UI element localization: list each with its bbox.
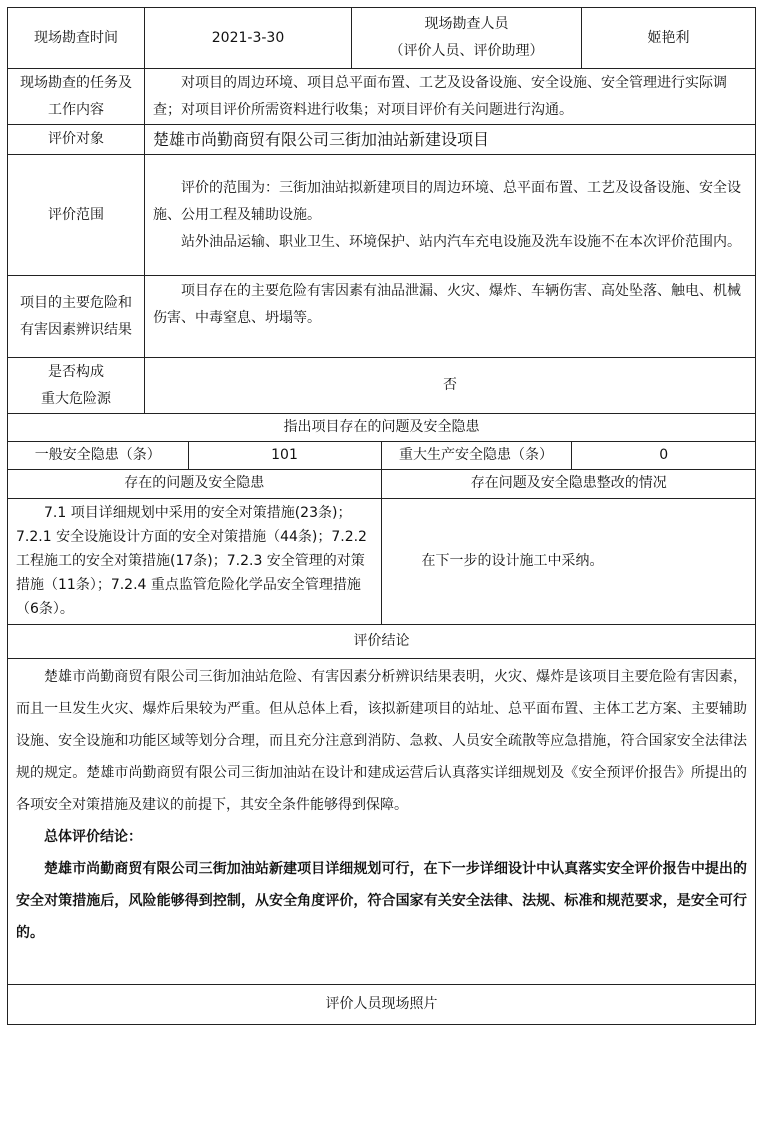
surveyor-label-line2: （评价人员、评价助理） (389, 43, 544, 59)
overall-conclusion-text: 楚雄市尚勤商贸有限公司三街加油站新建项目详细规划可行，在下一步详细设计中认真落实安全评价报告中提出的安全对策措施后，风险能够得到控制，从安全角度评价，符合国家有关安全法律、法规、标准和规范要求，是安全可行的。 (16, 861, 747, 941)
surveyor-label-line1: 现场勘查人员 (424, 16, 509, 32)
task-label: 现场勘查的任务及工作内容 (8, 69, 145, 125)
rectify-text: 在下一步的设计施工中采纳。 (381, 498, 756, 624)
survey-info-row (8, 8, 756, 69)
hazard-row (8, 276, 756, 358)
major-hazard-label (8, 358, 145, 414)
hazard-count-row (8, 442, 756, 470)
conclusion-header: 评价结论 (8, 625, 756, 659)
hazard-count-table (8, 442, 756, 469)
conclusion-cell (8, 659, 756, 985)
issues-header-row (8, 414, 756, 442)
hazard-label: 项目的主要危险和有害因素辨识结果 (8, 276, 145, 358)
evaluation-form-table (7, 7, 756, 1025)
scope-label: 评价范围 (8, 155, 145, 276)
photos-label: 评价人员现场照片 (8, 985, 756, 1025)
scope-text-2: 站外油品运输、职业卫生、环境保护、站内汽车充电设施及洗车设施不在本次评价范围内。 (181, 233, 741, 250)
major-hazard-value: 否 (145, 358, 756, 414)
scope-text-1: 评价的范围为：三街加油站拟新建项目的周边环境、总平面布置、工艺及设备设施、安全设施、公用工程及辅助设施。 (153, 179, 741, 223)
general-hazard-count: 101 (188, 442, 381, 469)
hazard-count-cell (8, 442, 756, 470)
surveyor-name: 姬艳利 (582, 8, 756, 69)
conclusion-header-row (8, 625, 756, 659)
scope-row (8, 155, 756, 276)
major-hazard-label-line1: 是否构成 (48, 363, 104, 380)
general-hazard-label: 一般安全隐患（条） (8, 442, 188, 469)
object-row (8, 125, 756, 155)
object-label: 评价对象 (8, 125, 145, 155)
issues-col-header: 存在的问题及安全隐患 (8, 470, 381, 498)
overall-conclusion-label: 总体评价结论： (44, 829, 142, 845)
major-production-hazard-count: 0 (571, 442, 756, 469)
major-hazard-label-line2: 重大危险源 (41, 390, 111, 407)
issues-header: 指出项目存在的问题及安全隐患 (8, 414, 756, 442)
rectify-col-header: 存在问题及安全隐患整改的情况 (381, 470, 756, 498)
issues-detail-table (8, 470, 756, 624)
surveyor-label (352, 8, 582, 69)
survey-date: 2021-3-30 (145, 8, 352, 69)
task-row (8, 69, 756, 125)
survey-time-label: 现场勘查时间 (8, 8, 145, 69)
conclusion-text: 楚雄市尚勤商贸有限公司三街加油站危险、有害因素分析辨识结果表明，火灾、爆炸是该项目主要危险有害因素，而且一旦发生火灾、爆炸后果较为严重。但从总体上看，该拟新建项目的站址、总平面布置、主体工艺方案、主要辅助设施、安全设施和功能区域等划分合理，而且充分注意到消防、急救、人员安全疏散等应急措施，符合国家安全法律法规的规定。楚雄市尚勤商贸有限公司三街加油站在设计和建成运营后认真落实详细规划及《安全预评价报告》所提出的各项安全对策措施及建议的前提下，其安全条件能够得到保障。 (16, 669, 747, 813)
issues-text: 7.1 项目详细规划中采用的安全对策措施(23条)；7.2.1 安全设施设计方面的安全对策措施（44条)；7.2.2 工程施工的安全对策措施(17条)；7.2.3 安全管理的对策措施（11条）；7.2.4 重点监管危险化学品安全管理措施（6条）。 (8, 498, 381, 624)
conclusion-row (8, 659, 756, 985)
major-production-hazard-label: 重大生产安全隐患（条） (381, 442, 571, 469)
task-text: 对项目的周边环境、项目总平面布置、工艺及设备设施、安全设施、安全管理进行实际调查；对项目评价所需资料进行收集；对项目评价有关问题进行沟通。 (145, 69, 756, 125)
scope-cell (145, 155, 756, 276)
photos-row (8, 985, 756, 1025)
hazard-text: 项目存在的主要危险有害因素有油品泄漏、火灾、爆炸、车辆伤害、高处坠落、触电、机械伤害、中毒窒息、坍塌等。 (145, 276, 756, 358)
major-hazard-row (8, 358, 756, 414)
issues-detail-cell (8, 470, 756, 625)
issues-detail-row (8, 470, 756, 625)
object-text: 楚雄市尚勤商贸有限公司三街加油站新建设项目 (145, 125, 756, 155)
